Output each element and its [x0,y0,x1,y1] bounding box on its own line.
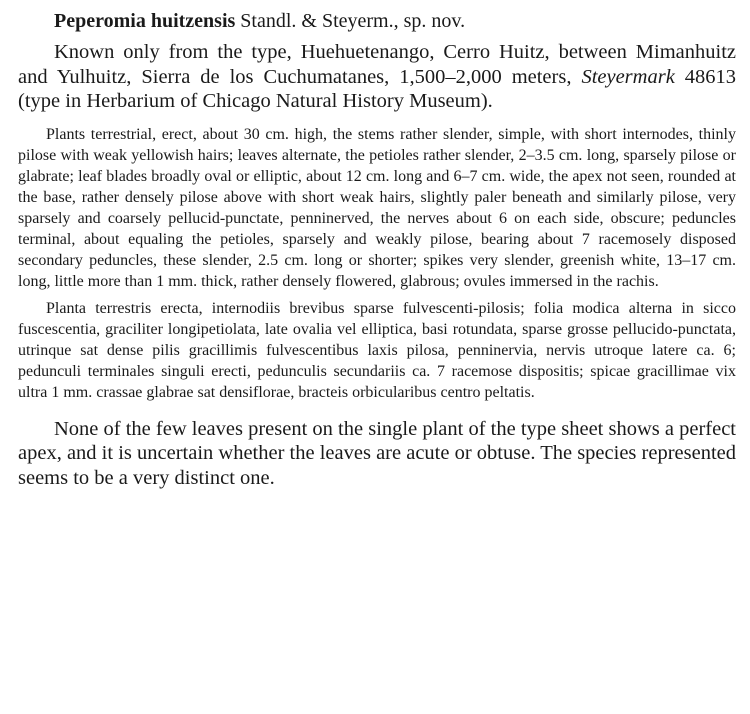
locality-paragraph [18,40,736,114]
species-name: Peperomia huitzensis [54,10,236,32]
locality-text-before: Known only from the type, Huehuetenango, Cerro Huitz, between Mimanhuitz and Yulhuitz, Sierra de los Cuchumatanes, 1,500–2,000 meters, [18,41,736,88]
locality-text-after: 48613 (type in Herbarium of Chicago Natural History Museum). [18,65,737,112]
document-page [18,6,736,490]
species-authority: Standl. & Steyerm., sp. nov. [235,10,466,32]
collector-name: Steyermark [581,65,675,88]
species-heading [18,6,736,36]
closing-remark-paragraph: None of the few leaves present on the single plant of the type sheet shows a perfect apex, and it is uncertain whether the leaves are acute or obtuse. The species represented seems to be a very distinct one. [18,417,736,489]
description-paragraph: Plants terrestrial, erect, about 30 cm. high, the stems rather slender, simple, with short internodes, thinly pilose with weak yellowish hairs; leaves alternate, the petioles rather slender, 2–3.5 cm. long, sparsely pilose or glabrate; leaf blades broadly oval or elliptic, about 12 cm. long and 6–7 cm. wide, the apex not seen, rounded at the base, rather densely pilose above with short weak hairs, slightly paler beneath and similarly pilose, very sparsely and coarsely pellucid-punctate, penninerved, the nerves about 6 on each side, obscure; peduncles terminal, about equaling the petioles, sparsely and weakly pilose, bearing about 7 racemosely disposed secondary peduncles, these slender, 2.5 cm. long or shorter; spikes very slender, greenish white, 13–17 cm. long, little more than 1 mm. thick, rather densely flowered, glabrous; ovules immersed in the rachis. [18,125,736,290]
latin-diagnosis-paragraph: Planta terrestris erecta, internodiis brevibus sparse fulvescenti-pilosis; folia modica alterna in sicco fuscescentia, graciliter longipetiolata, late ovalia vel elliptica, basi rotundata, sparse grosse pellucido-punctata, utrinque sat dense pilis gracillimis fulvescentibus laxis pilosa, penninervia, nervis utroque latere ca. 6; pedunculi terminales singuli erecti, pedunculis secundariis ca. 7 racemose dispositis; spicae gracillimae vix ultra 1 mm. crassae glabrae sat densiflorae, bracteis orbicularibus centro peltatis. [18,299,736,401]
